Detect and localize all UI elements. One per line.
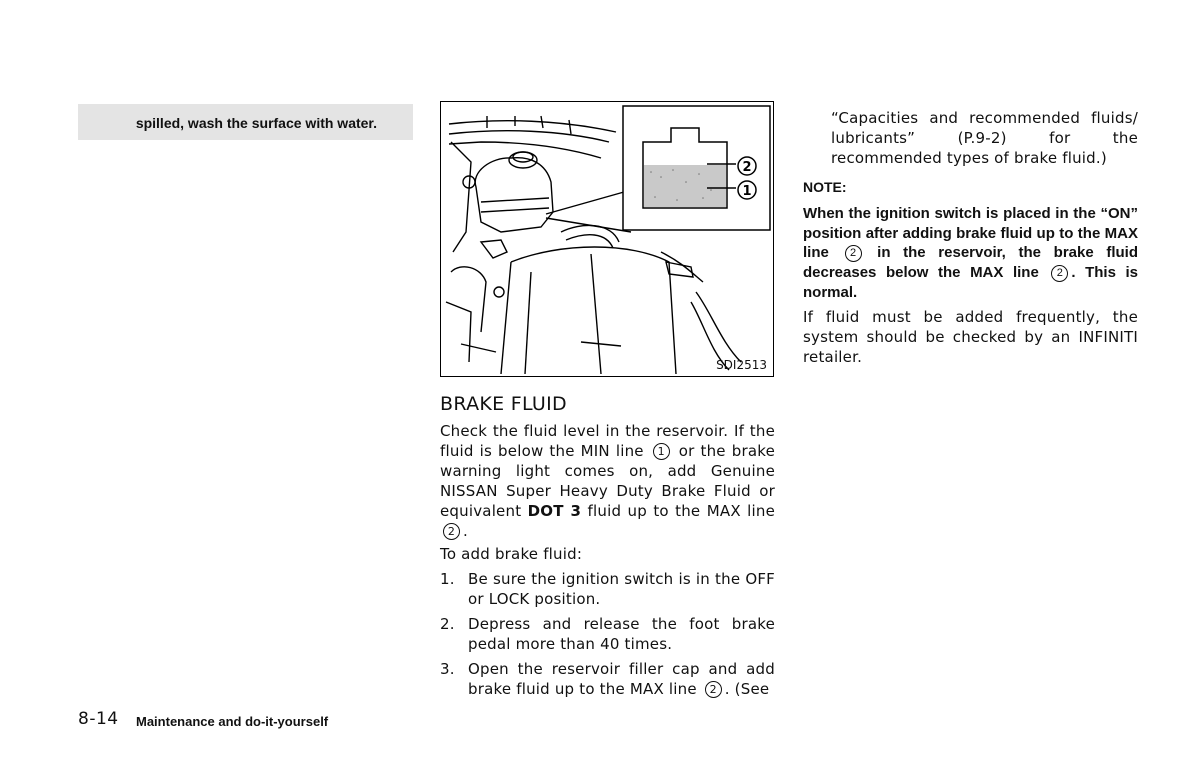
capacities-reference: “Capacities and recommended fluids/ lubricants” (P.9-2) for the recommended types of brake fluid.) <box>831 109 1138 167</box>
intro-text-a: Check the fluid level in the reservoir. If the fluid is below the MIN line <box>440 422 775 460</box>
page-number: 8-14 <box>78 709 119 729</box>
min-callout-number: 1 <box>742 184 752 199</box>
step-3-text-a: Open the reservoir filler cap and add brake fluid up to the MAX line <box>468 660 775 698</box>
step-3-max-marker: 2 <box>705 681 722 698</box>
step-3 <box>440 659 775 701</box>
intro-text-c: fluid up to the MAX line <box>587 502 776 520</box>
warning-continuation-text: spilled, wash the surface with water. <box>135 115 377 131</box>
note-body <box>803 204 1138 303</box>
fluid-level <box>644 165 726 207</box>
max-line-marker: 2 <box>443 523 460 540</box>
step-2-number: 2. <box>440 615 455 633</box>
step-3-text <box>468 659 775 699</box>
note-text-b: in the reservoir, the brake fluid decreases below the MAX line <box>803 244 1138 282</box>
min-line-marker: 1 <box>653 443 670 460</box>
note-text-a: When the ignition switch is placed in the “ON” position after adding brake fluid up to the MAX line <box>803 205 1138 262</box>
note-max-marker-2: 2 <box>1051 265 1068 282</box>
intro-dot3: DOT 3 <box>527 502 582 520</box>
step-1 <box>440 569 775 611</box>
engine-bay-illustration <box>441 102 772 375</box>
intro-paragraph <box>440 421 775 541</box>
step-3-text-b: . (See <box>724 680 770 698</box>
step-2-text: Depress and release the foot brake pedal more than 40 times. <box>468 615 775 653</box>
step-1-text: Be sure the ignition switch is in the OFF or LOCK position. <box>468 570 775 608</box>
to-add-heading: To add brake fluid: <box>440 545 583 563</box>
intro-text-d: . <box>463 522 468 540</box>
note-max-marker-1: 2 <box>845 245 862 262</box>
chapter-title: Maintenance and do-it-yourself <box>136 714 329 729</box>
note-text-c: . This is normal. <box>803 264 1138 301</box>
step-1-number: 1. <box>440 570 455 588</box>
note-title: NOTE: <box>803 179 847 195</box>
figure-label: SDI2513 <box>716 358 767 372</box>
step-2 <box>440 614 775 656</box>
frequent-fluid-paragraph: If fluid must be added frequently, the system should be checked by an INFINITI retailer. <box>803 308 1138 366</box>
brake-reservoir-figure <box>440 101 774 377</box>
intro-text-b: or the brake warning light comes on, add Genuine NISSAN Super Heavy Duty Brake Fluid or equivalent <box>440 442 775 520</box>
max-callout-number: 2 <box>742 160 752 175</box>
section-title: BRAKE FLUID <box>440 393 567 415</box>
step-3-number: 3. <box>440 660 455 678</box>
warning-box <box>78 104 413 140</box>
